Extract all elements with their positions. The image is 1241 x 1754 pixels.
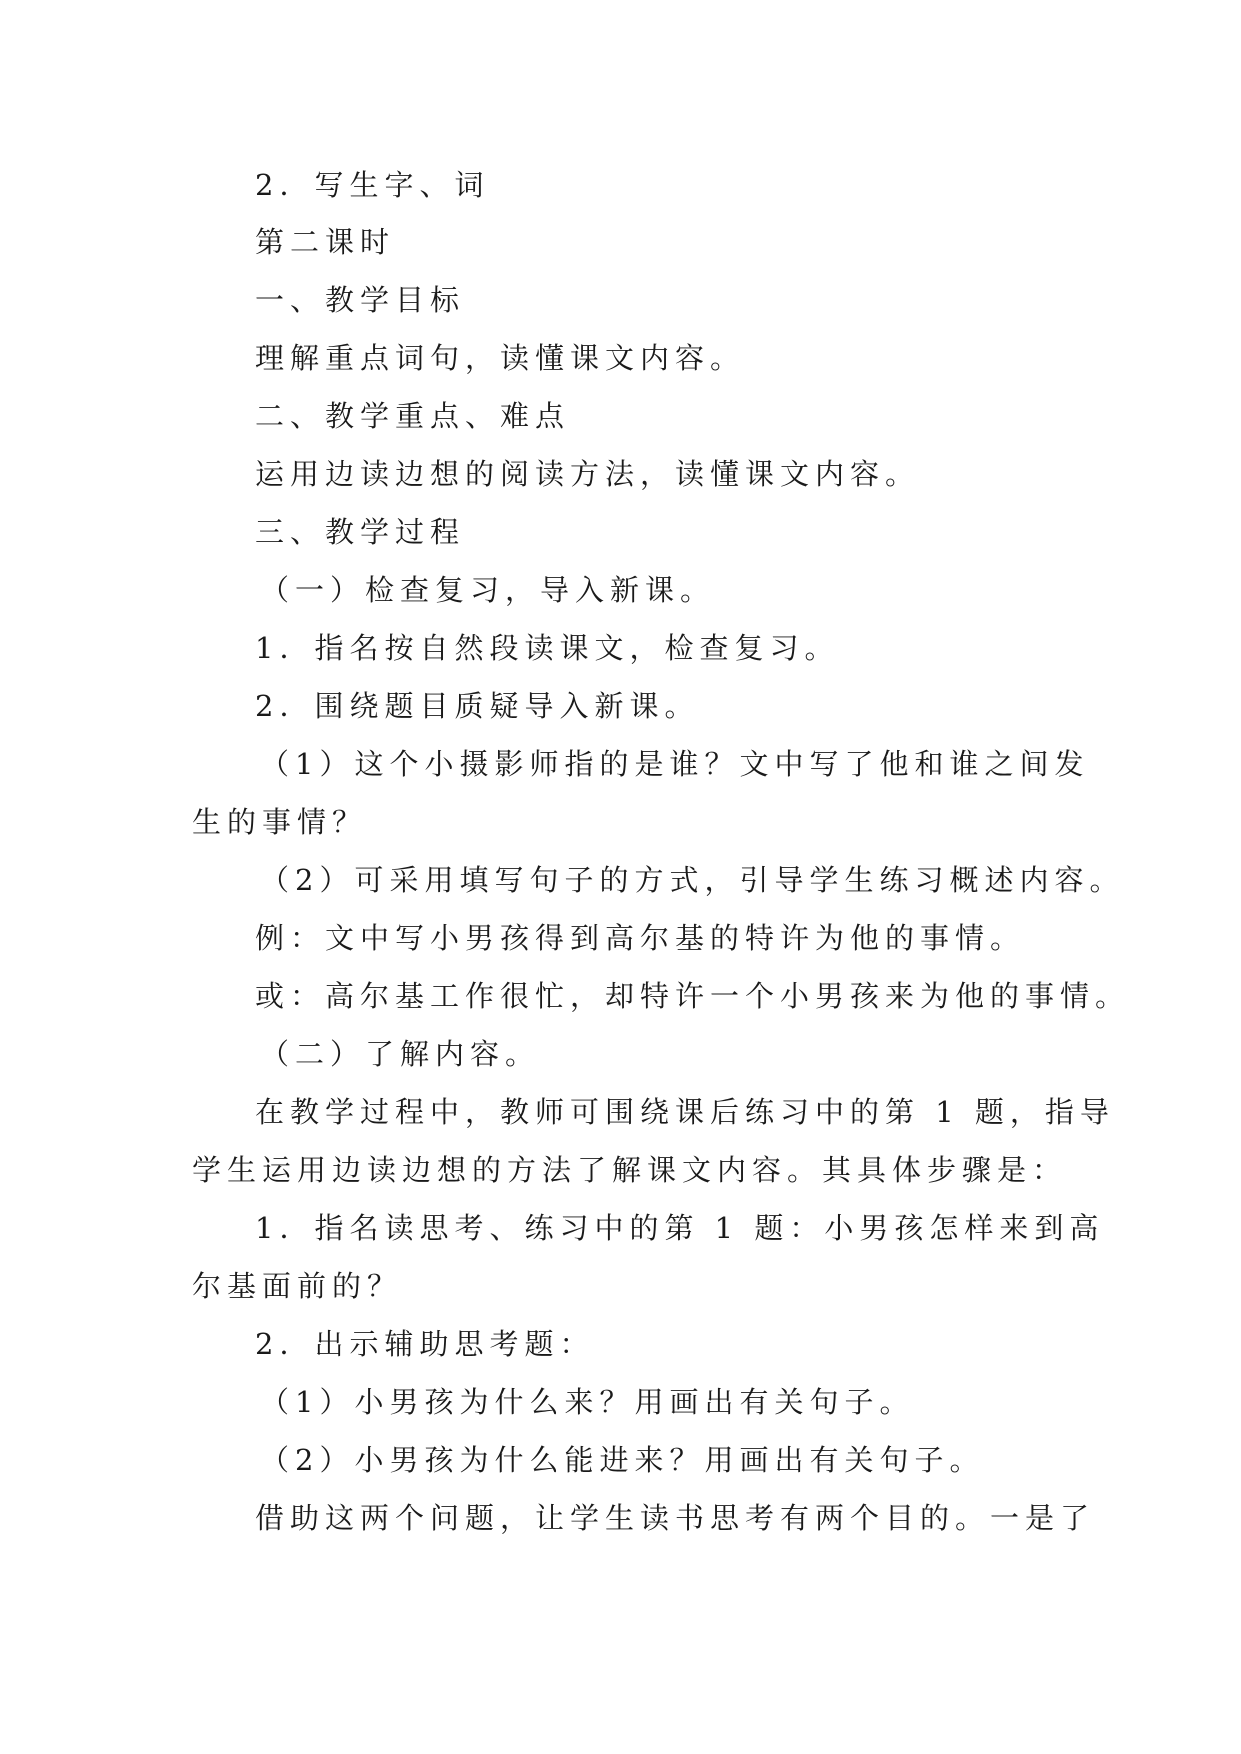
text-line: 学生运用边读边想的方法了解课文内容。其具体步骤是：: [192, 1153, 1068, 1187]
text-line: （1）这个小摄影师指的是谁？文中写了他和谁之间发: [260, 747, 1090, 781]
text-line: 理解重点词句，读懂课文内容。: [255, 341, 746, 375]
text-line: （1）小男孩为什么来？用画出有关句子。: [260, 1385, 915, 1419]
text-line: 1．指名读思考、练习中的第 1 题：小男孩怎样来到高: [255, 1211, 1105, 1245]
text-line: （2）可采用填写句子的方式，引导学生练习概述内容。: [260, 863, 1125, 897]
subsection-heading: （二）了解内容。: [260, 1037, 541, 1071]
text-line: 运用边读边想的阅读方法，读懂课文内容。: [255, 457, 921, 491]
section-heading: 三、教学过程: [255, 515, 466, 549]
text-line: 1．指名按自然段读课文，检查复习。: [255, 631, 840, 665]
subsection-heading: （一）检查复习，导入新课。: [260, 573, 716, 607]
text-line: 2．围绕题目质疑导入新课。: [255, 689, 700, 723]
text-line: 借助这两个问题，让学生读书思考有两个目的。一是了: [255, 1501, 1096, 1535]
text-line: 例：文中写小男孩得到高尔基的特许为他的事情。: [255, 921, 1026, 955]
text-line: 2．出示辅助思考题：: [255, 1327, 595, 1361]
text-line: 生的事情？: [192, 805, 368, 839]
text-line: 尔基面前的？: [192, 1269, 403, 1303]
lesson-heading: 第二课时: [255, 225, 396, 259]
text-line: 在教学过程中，教师可围绕课后练习中的第 1 题，指导: [255, 1095, 1115, 1129]
section-heading: 二、教学重点、难点: [255, 399, 571, 433]
section-heading: 一、教学目标: [255, 283, 466, 317]
text-line: 2．写生字、词: [255, 168, 490, 202]
text-line: （2）小男孩为什么能进来？用画出有关句子。: [260, 1443, 985, 1477]
text-line: 或：高尔基工作很忙，却特许一个小男孩来为他的事情。: [255, 979, 1131, 1013]
